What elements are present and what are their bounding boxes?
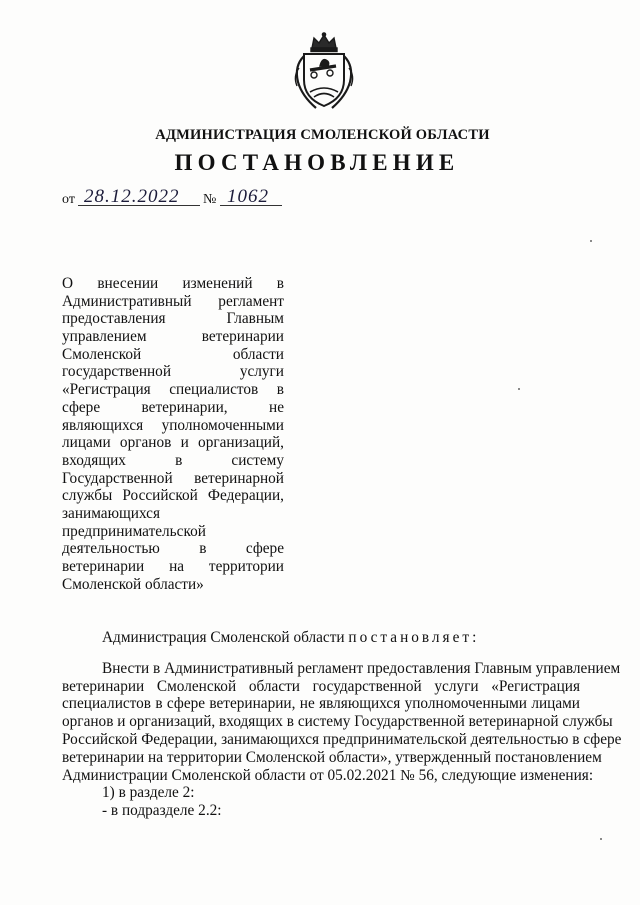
subject-line: предпринимательской <box>62 522 206 540</box>
subject-line: «Регистрация специалистов в <box>62 381 284 399</box>
subject-line: Административный регламент <box>62 292 284 310</box>
document-type-heading: ПОСТАНОВЛЕНИЕ <box>174 150 460 175</box>
subject-line: деятельностью в сфере <box>62 540 284 558</box>
document-body <box>62 629 622 820</box>
intro-verb: постановляет: <box>348 629 480 646</box>
subject-line: службы Российской Федерации, <box>62 487 284 505</box>
subject-line: Государственной ветеринарной <box>62 469 284 487</box>
date-number-line <box>62 186 322 210</box>
document-subject <box>62 275 284 593</box>
subject-line: управлением ветеринарии <box>62 328 284 346</box>
handwritten-date: 28.12.2022 <box>84 186 180 207</box>
date-prefix: от <box>62 192 75 207</box>
subject-line: являющихся уполномоченными <box>62 416 284 434</box>
paragraph-line: органов и организаций, входящих в систему Государственной ветеринарной службы <box>62 713 613 731</box>
paragraph-line: ветеринарии Смоленской области государственной услуги «Регистрация <box>62 677 580 695</box>
paragraph-line: Российской Федерации, занимающихся предпринимательской деятельностью в сфере <box>62 730 622 748</box>
smolensk-coat-of-arms-icon <box>290 32 358 112</box>
subject-line: лицами органов и организаций, <box>62 434 284 452</box>
list-item: - в подразделе 2.2: <box>102 802 222 820</box>
intro-prefix: Администрация Смоленской области <box>102 629 345 646</box>
number-label: № <box>203 192 217 207</box>
subject-line: занимающихся <box>62 504 160 522</box>
subject-line: входящих в систему <box>62 451 284 469</box>
list-item: 1) в разделе 2: <box>102 784 195 802</box>
paragraph-line: специалистов в сфере ветеринарии, не являющихся уполномоченными лицами <box>62 695 580 713</box>
organization-heading: АДМИНИСТРАЦИЯ СМОЛЕНСКОЙ ОБЛАСТИ <box>155 127 490 143</box>
paragraph-line: ветеринарии на территории Смоленской области», утвержденный постановлением <box>62 748 602 766</box>
scan-speck <box>600 838 602 840</box>
subject-line: О внесении изменений в <box>62 275 284 292</box>
resolution-intro <box>62 629 580 647</box>
subject-line: предоставления Главным <box>62 310 284 328</box>
scan-speck <box>518 388 520 390</box>
subject-line: сфере ветеринарии, не <box>62 398 284 416</box>
paragraph-line: Внести в Административный регламент предоставления Главным управлением <box>102 659 621 677</box>
paragraph-line: Администрации Смоленской области от 05.02.2021 № 56, следующие изменения: <box>62 766 594 784</box>
subject-line: Смоленской области <box>62 345 284 363</box>
subject-line: Смоленской области» <box>62 575 204 593</box>
subject-line: государственной услуги <box>62 363 284 381</box>
scan-speck <box>590 240 592 242</box>
subject-line: ветеринарии на территории <box>62 558 284 575</box>
handwritten-number: 1062 <box>227 186 269 207</box>
